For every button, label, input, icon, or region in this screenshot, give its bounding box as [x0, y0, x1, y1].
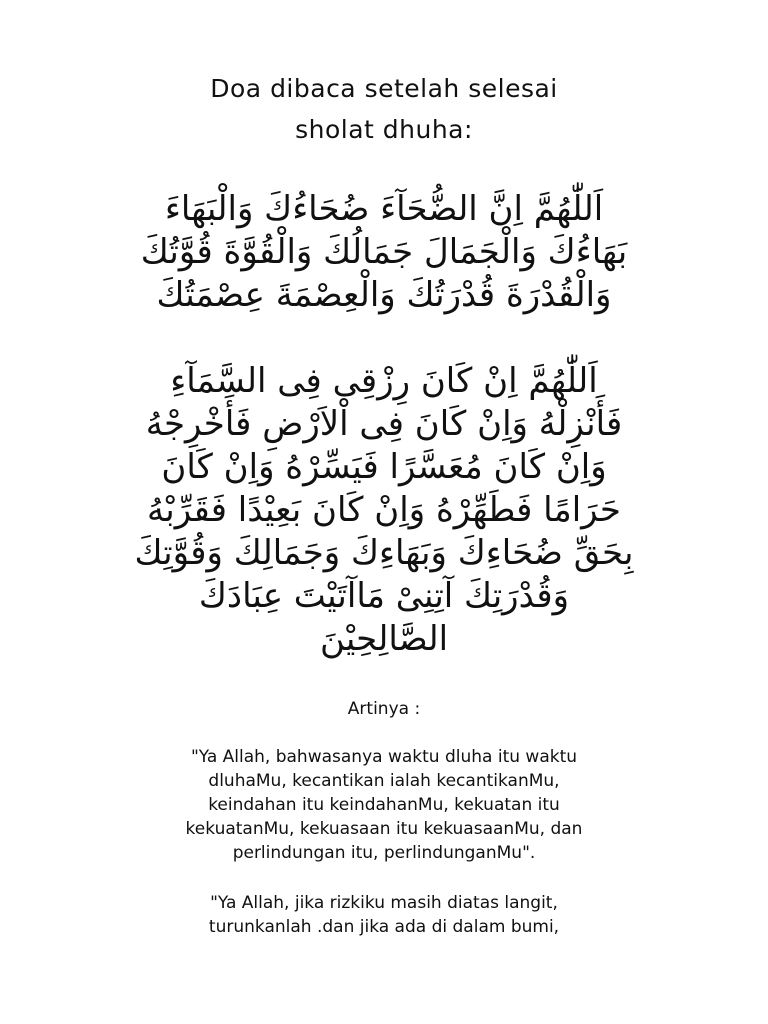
- arabic-line: بَهَاءُكَ وَالْجَمَالَ جَمَالُكَ وَالْقُوَّةَ قُوَّتُكَ: [140, 232, 628, 272]
- arabic-line: فَأَنْزِلْهُ وَاِنْ كَانَ فِى اْلاَرْضِ فَأَخْرِجْهُ: [145, 404, 623, 444]
- translation-line: "Ya Allah, jika rizkiku masih diatas langit,: [210, 893, 558, 913]
- translation-line: "Ya Allah, bahwasanya waktu dluha itu waktu: [190, 747, 578, 767]
- title-line: Doa dibaca setelah selesai: [210, 74, 558, 103]
- translation-paragraph-1: [60, 745, 708, 865]
- arabic-line: حَرَامًا فَطَهِّرْهُ وَاِنْ كَانَ بَعِيْدًا فَقَرِّبْهُ: [147, 490, 621, 530]
- arabic-prayer-block-2: [40, 360, 728, 661]
- translation-line: dluhaMu, kecantikan ialah kecantikanMu,: [208, 771, 560, 791]
- title-line: sholat dhuha:: [295, 115, 473, 144]
- translation-line: kekuatanMu, kekuasaan itu kekuasaanMu, dan: [185, 819, 583, 839]
- arabic-line: اَللّٰهُمَّ اِنْ كَانَ رِزْقِى فِى السَّمَآءِ: [170, 361, 598, 401]
- translation-heading: Artinya :: [347, 699, 421, 719]
- document-title: [0, 68, 768, 150]
- arabic-line: بِحَقِّ ضُحَاءِكَ وَبَهَاءِكَ وَجَمَالِكَ وَقُوَّتِكَ: [134, 533, 634, 573]
- translation-line: turunkanlah .dan jika ada di dalam bumi,: [208, 917, 560, 937]
- arabic-line: وَاِنْ كَانَ مُعَسَّرًا فَيَسِّرْهُ وَاِنْ كَانَ: [161, 447, 607, 487]
- arabic-line: اَللّٰهُمَّ اِنَّ الضُّحَآءَ ضُحَاءُكَ وَالْبَهَاءَ: [164, 189, 604, 229]
- arabic-line: وَقُدْرَتِكَ آتِنِىْ مَاآتَيْتَ عِبَادَكَ: [198, 576, 570, 616]
- translation-line: perlindungan itu, perlindunganMu".: [232, 843, 536, 863]
- arabic-prayer-block-1: [40, 188, 728, 317]
- translation-paragraph-2: [60, 891, 708, 939]
- arabic-line: الصَّالِحِيْنَ: [319, 619, 449, 659]
- arabic-line: وَالْقُدْرَةَ قُدْرَتُكَ وَالْعِصْمَةَ عِصْمَتُكَ: [156, 275, 612, 315]
- translation-line: keindahan itu keindahanMu, kekuatan itu: [208, 795, 560, 815]
